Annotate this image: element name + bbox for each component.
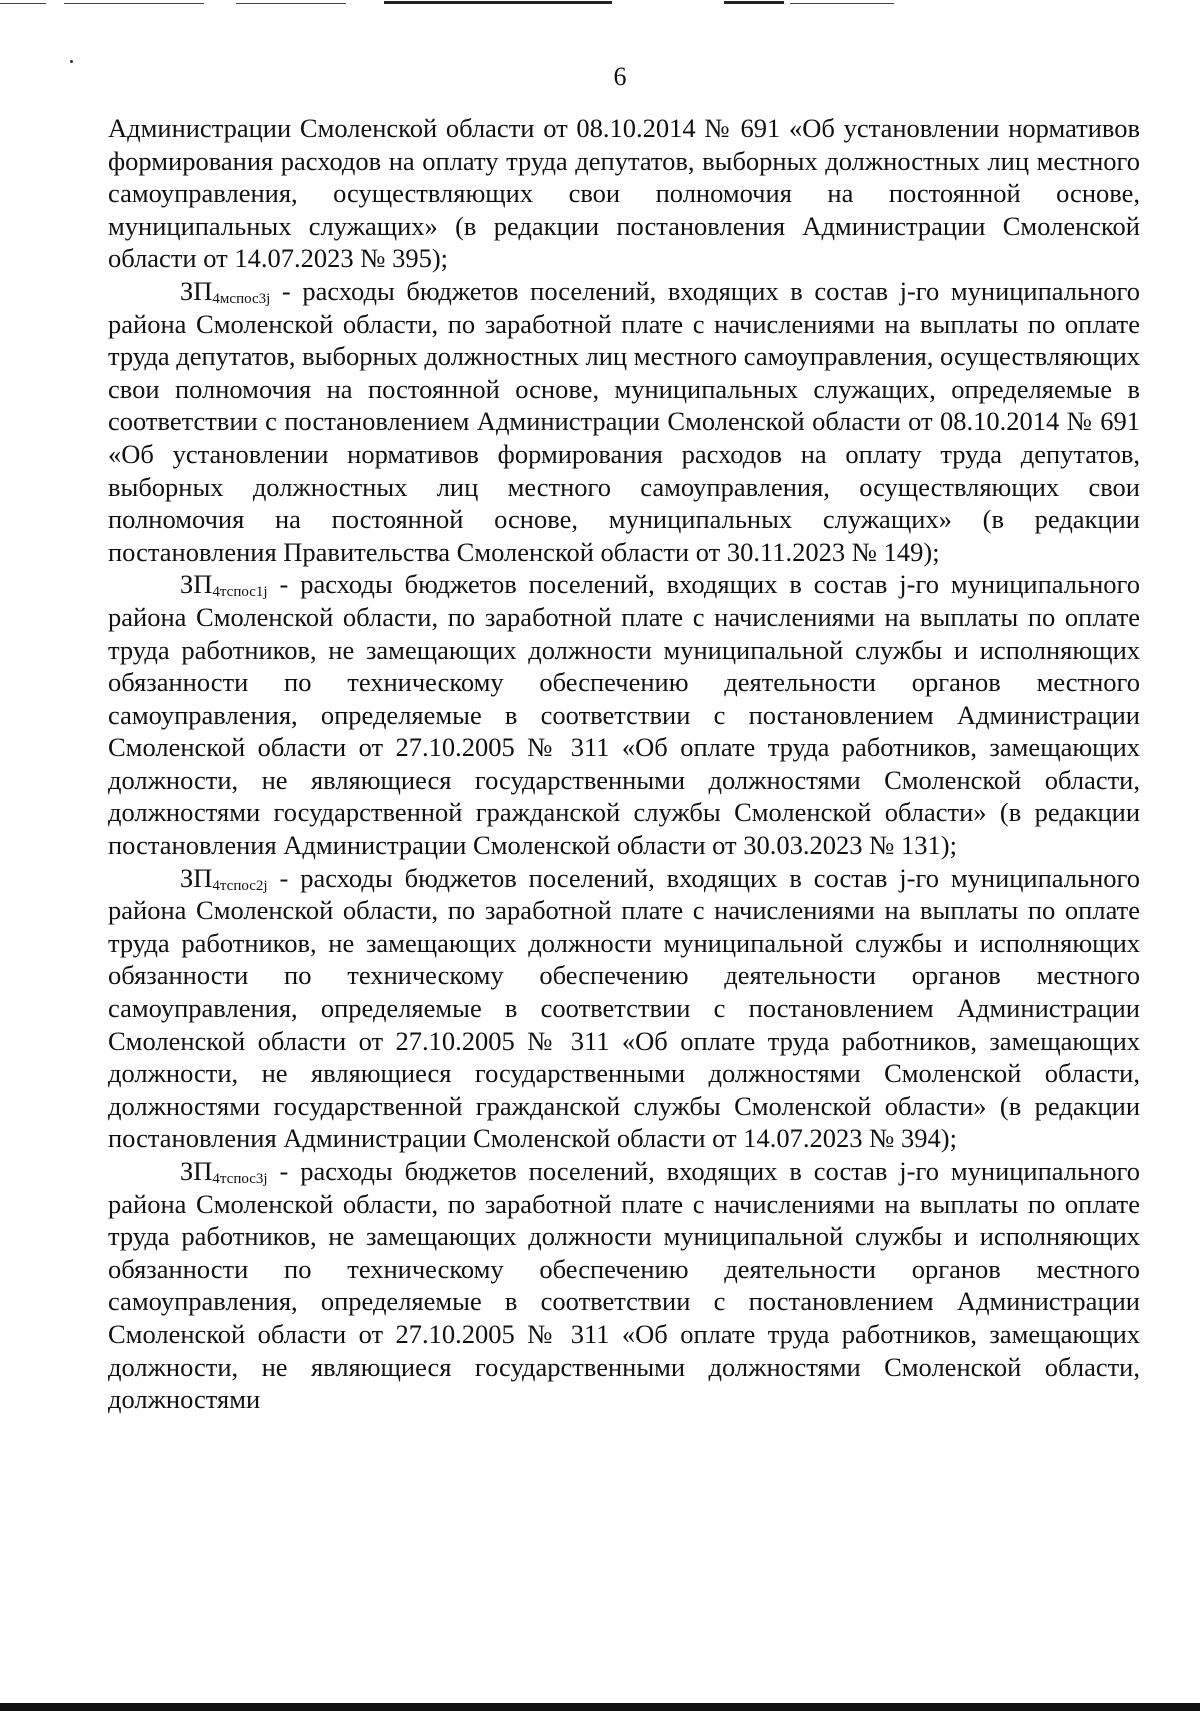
formula-symbol-base: ЗП [180, 569, 213, 600]
scan-artifact-line [236, 3, 346, 4]
paragraph [108, 568, 1140, 861]
formula-symbol [180, 863, 268, 893]
formula-symbol [180, 569, 268, 599]
paragraph-text: - расходы бюджетов поселений, входящих в состав j-го муниципального района Смоленской области, по заработной плате с начислениями на выплаты по оплате труда работников, не замещающих должности муниципальной службы и исполняющих обязанности по техническому обеспечению деятельности органов местного самоуправления, определяемые в соответствии с постановлением Администрации Смоленской области от 27.10.2005 № 311 «Об оплате труда работников, замещающих должности, не являющиеся государственными должностями Смоленской области, должностями государственной гражданской службы Смоленской области» (в редакции постановления Администрации Смоленской области от 14.07.2023 № 394); [108, 862, 1140, 1154]
formula-symbol-subscript: 4мспос3j [212, 290, 271, 307]
scan-artifact-line [0, 3, 46, 4]
paragraph-text: - расходы бюджетов поселений, входящих в состав j-го муниципального района Смоленской области, по заработной плате с начислениями на выплаты по оплате труда работников, не замещающих должности муниципальной службы и исполняющих обязанности по техническому обеспечению деятельности органов местного самоуправления, определяемые в соответствии с постановлением Администрации Смоленской области от 27.10.2005 № 311 «Об оплате труда работников, замещающих должности, не являющиеся государственными должностями Смоленской области, должностями [108, 1156, 1140, 1415]
paragraph [108, 1155, 1140, 1416]
paragraph [108, 275, 1140, 568]
scan-artifact-line [790, 3, 894, 4]
paragraph-text: - расходы бюджетов поселений, входящих в состав j-го муниципального района Смоленской области, по заработной плате с начислениями на выплаты по оплате труда депутатов, выборных должностных лиц местного самоуправления, осуществляющих свои полномочия на постоянной основе, муниципальных служащих, определяемые в соответствии с постановлением Администрации Смоленской области от 08.10.2014 № 691 «Об установлении нормативов формирования расходов на оплату труда депутатов, выборных должностных лиц местного самоуправления, осуществляющих свои полномочия на постоянной основе, муниципальных служащих» (в редакции постановления Правительства Смоленской области от 30.11.2023 № 149); [108, 275, 1140, 567]
paragraph-text: Администрации Смоленской области от 08.10.2014 № 691 «Об установлении нормативов формирования расходов на оплату труда депутатов, выборных должностных лиц местного самоуправления, осуществляющих свои полномочия на постоянной основе, муниципальных служащих» (в редакции постановления Администрации Смоленской области от 14.07.2023 № 395); [108, 113, 1140, 274]
paragraph-text: - расходы бюджетов поселений, входящих в состав j-го муниципального района Смоленской области, по заработной плате с начислениями на выплаты по оплате труда работников, не замещающих должности муниципальной службы и исполняющих обязанности по техническому обеспечению деятельности органов местного самоуправления, определяемые в соответствии с постановлением Администрации Смоленской области от 27.10.2005 № 311 «Об оплате труда работников, замещающих должности, не являющиеся государственными должностями Смоленской области, должностями государственной гражданской службы Смоленской области» (в редакции постановления Администрации Смоленской области от 30.03.2023 № 131); [108, 569, 1140, 861]
formula-symbol-base: ЗП [180, 862, 213, 893]
paragraph [108, 862, 1140, 1155]
scan-artifact-line [724, 1, 784, 4]
scan-artifact-bottom-edge [0, 1703, 1200, 1711]
page-number: 6 [613, 62, 627, 91]
formula-symbol-base: ЗП [180, 275, 213, 306]
paragraph [108, 112, 1140, 275]
scan-artifact-line [384, 1, 612, 4]
formula-symbol-subscript: 4тспос3j [212, 1171, 268, 1187]
formula-symbol-subscript: 4тспос1j [212, 584, 268, 601]
scan-artifact-line [64, 3, 204, 4]
document-body [108, 112, 1140, 1416]
formula-symbol-base: ЗП [180, 1156, 213, 1186]
formula-symbol [180, 1156, 268, 1186]
formula-symbol-subscript: 4тспос2j [212, 877, 268, 894]
formula-symbol [180, 276, 270, 306]
